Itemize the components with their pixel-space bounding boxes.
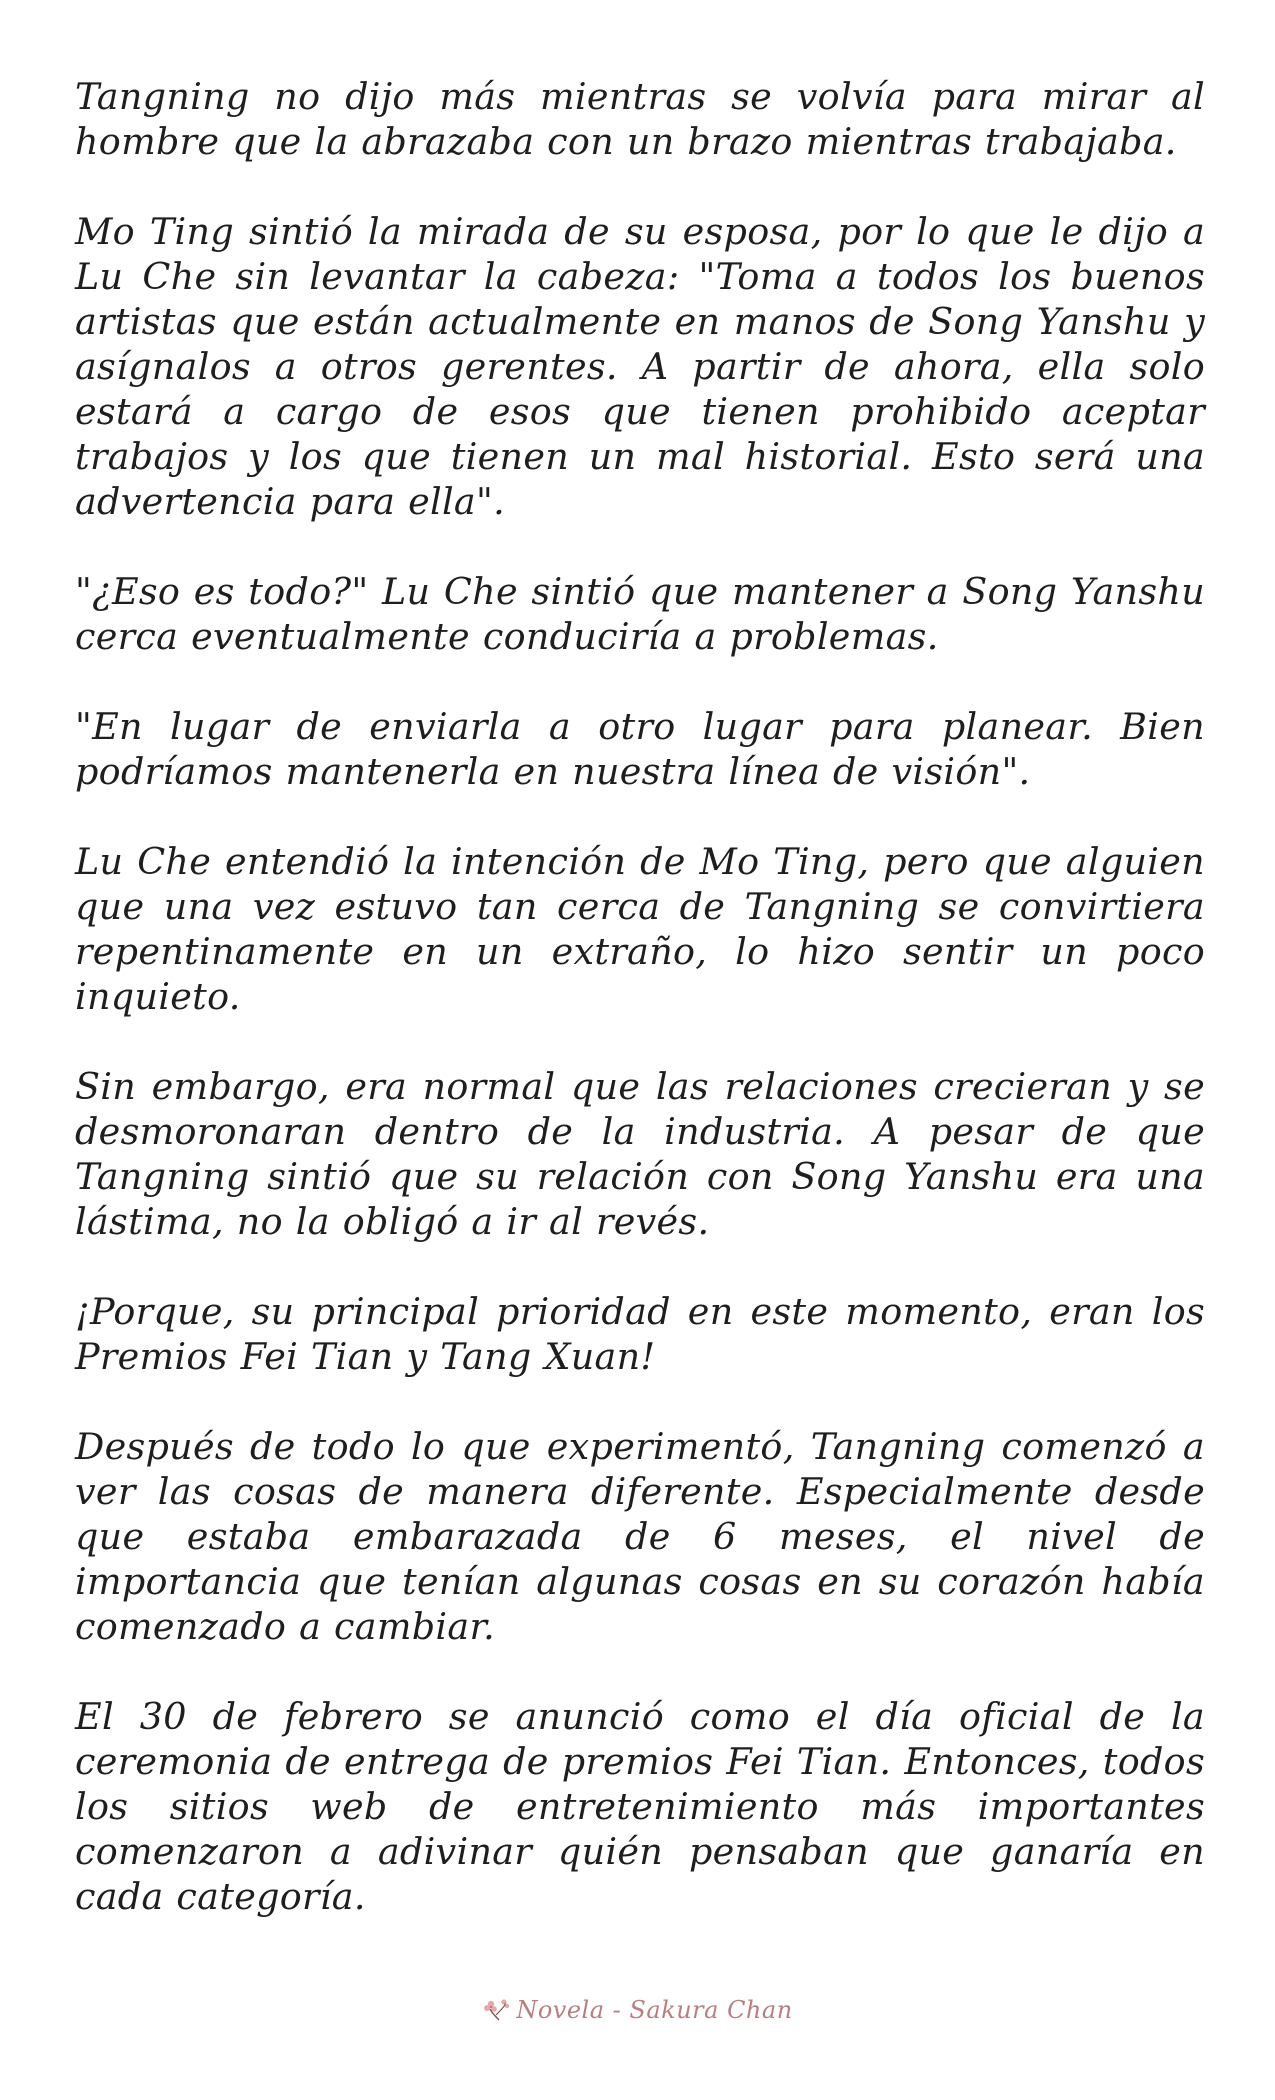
paragraph-8: Después de todo lo que experimentó, Tangning comenzó a ver las cosas de manera diferente. Especialmente desde que estaba embarazada de 6 meses, el nivel de importancia que tenían algunas cosas en su corazón había comenzado a cambiar. xyxy=(75,1425,1205,1648)
footer xyxy=(0,1996,1275,2024)
document-body xyxy=(75,74,1205,1964)
footer-watermark xyxy=(482,1996,792,2024)
paragraph-1: Tangning no dijo más mientras se volvía para mirar al hombre que la abrazaba con un brazo mientras trabajaba. xyxy=(75,75,1205,163)
paragraph-6: Sin embargo, era normal que las relaciones crecieran y se desmoronaran dentro de la industria. A pesar de que Tangning sintió que su relación con Song Yanshu era una lástima, no la obligó a ir al revés. xyxy=(75,1065,1205,1243)
cherry-blossom-icon xyxy=(482,1997,512,2023)
paragraph-9: El 30 de febrero se anunció como el día oficial de la ceremonia de entrega de premios Fei Tian. Entonces, todos los sitios web de entretenimiento más importantes comenzaron a adivinar quién pensaban que ganaría en cada categoría. xyxy=(75,1695,1205,1918)
paragraph-4: "En lugar de enviarla a otro lugar para planear. Bien podríamos mantenerla en nuestra línea de visión". xyxy=(75,705,1205,793)
paragraph-7: ¡Porque, su principal prioridad en este momento, eran los Premios Fei Tian y Tang Xuan! xyxy=(75,1290,1205,1378)
paragraph-5: Lu Che entendió la intención de Mo Ting, pero que alguien que una vez estuvo tan cerca de Tangning se convirtiera repentinamente en un extraño, lo hizo sentir un poco inquieto. xyxy=(75,840,1205,1018)
footer-text: Novela - Sakura Chan xyxy=(516,1996,793,2024)
paragraph-3: "¿Eso es todo?" Lu Che sintió que mantener a Song Yanshu cerca eventualmente conduciría a problemas. xyxy=(75,570,1205,658)
paragraph-2: Mo Ting sintió la mirada de su esposa, por lo que le dijo a Lu Che sin levantar la cabeza: "Toma a todos los buenos artistas que están actualmente en manos de Song Yanshu y asígnalos a otros gerentes. A partir de ahora, ella solo estará a cargo de esos que tienen prohibido aceptar trabajos y los que tienen un mal historial. Esto será una advertencia para ella". xyxy=(75,210,1205,523)
